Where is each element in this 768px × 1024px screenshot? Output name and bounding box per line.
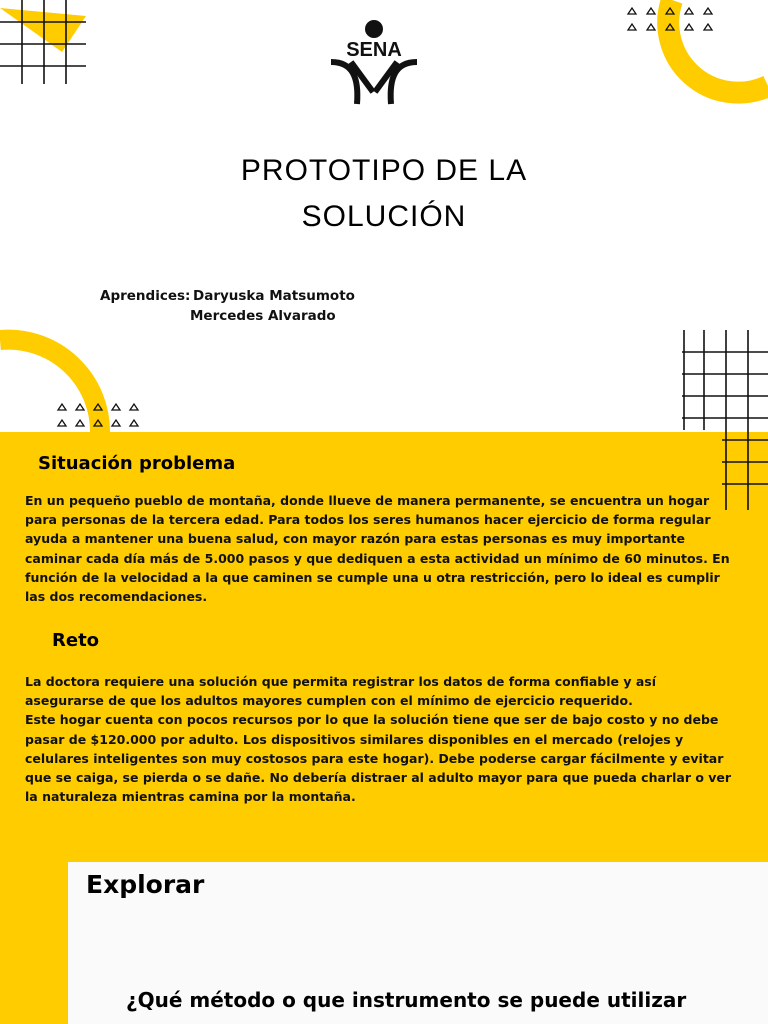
text-line: asegurarse de que los adultos mayores cumplen con el mínimo de ejercicio requerido. (25, 693, 633, 709)
text-line: para personas de la tercera edad. Para todos los seres humanos hacer ejercicio de forma regular (25, 512, 711, 528)
text-line: En un pequeño pueblo de montaña, donde llueve de manera permanente, se encuentra un hogar (25, 493, 710, 508)
text-line: las dos recomendaciones. (25, 589, 208, 605)
arc-decoration-left (0, 328, 112, 434)
page-title (0, 148, 768, 240)
reto-paragraph (25, 672, 731, 806)
grid-decoration-top-left (0, 0, 90, 84)
text-line: pasar de $120.000 por adulto. Los dispositivos similares disponibles en el mercado (relojes y (25, 731, 684, 747)
text-line: función de la velocidad a la que caminen se cumple una u otra restricción, pero lo ideal es cumplir (25, 569, 720, 585)
text-line: celulares inteligentes son muy costosos para este hogar). Debe poderse cargar fácilmente y evitar (25, 750, 724, 766)
sena-logo (329, 18, 419, 108)
logo-text: SENA (346, 39, 402, 61)
arc-decoration-top-right (650, 0, 768, 110)
explorar-question: ¿Qué método o que instrumento se puede utilizar (126, 988, 687, 1012)
text-line: La doctora requiere una solución que permita registrar los datos de forma confiable y así (25, 674, 657, 689)
title-line-1: PROTOTIPO DE LA (240, 154, 528, 187)
explorar-heading: Explorar (86, 870, 205, 899)
aprendiz-name-2: Mercedes Alvarado (190, 308, 336, 324)
aprendices-label: Aprendices: (100, 288, 191, 304)
text-line: caminar cada día más de 5.000 pasos y que dediquen a esta actividad un mínimo de 60 minutos. En (25, 550, 730, 566)
text-line: ayuda a mantener una buena salud, con mayor razón para estas personas es muy importante (25, 531, 685, 547)
aprendiz-name-1: Daryuska Matsumoto (193, 288, 355, 304)
triangle-pattern-top-right (624, 4, 714, 34)
reto-heading: Reto (52, 630, 100, 651)
text-line: la naturaleza mientras camina por la montaña. (25, 789, 356, 805)
text-line: que se caiga, se pierda o se dañe. No debería distraer al adulto mayor para que pueda charlar o ver (25, 770, 732, 786)
situacion-paragraph (25, 491, 730, 606)
text-line: Este hogar cuenta con pocos recursos por lo que la solución tiene que ser de bajo costo y no debe (25, 712, 719, 728)
situacion-heading: Situación problema (38, 453, 236, 474)
title-line-2: SOLUCIÓN (301, 200, 467, 233)
triangle-pattern-left (54, 398, 144, 430)
